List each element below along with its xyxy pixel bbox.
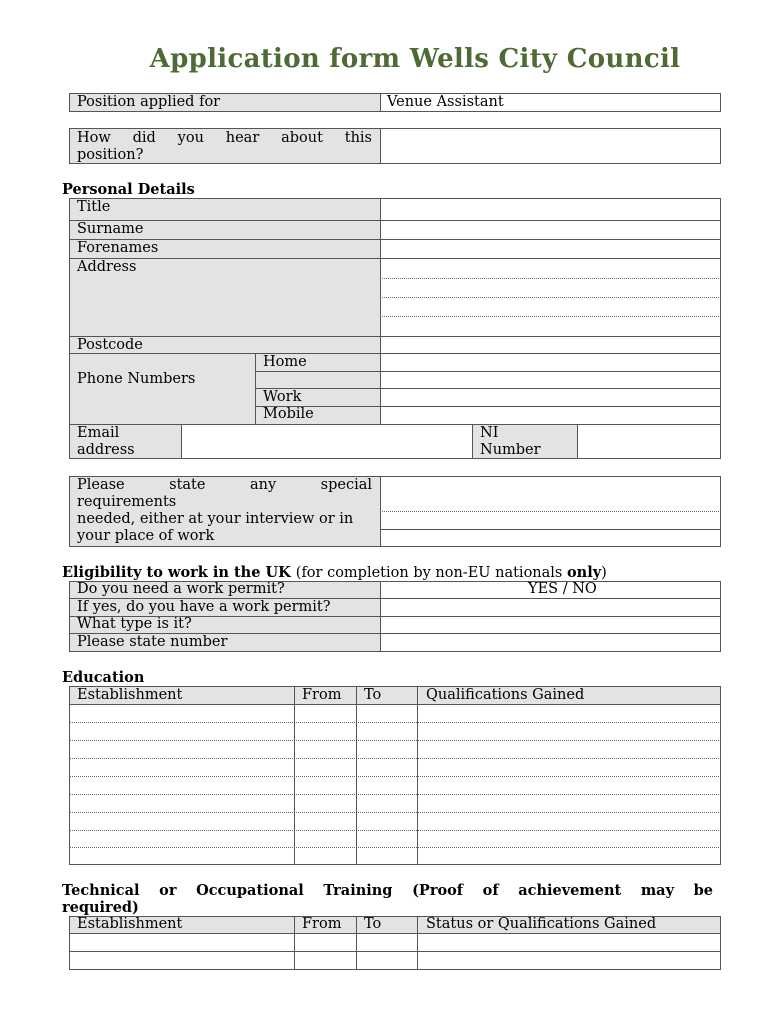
education-row-line (69, 758, 721, 759)
row-divider (380, 529, 721, 530)
education-col-qualifications: Qualifications Gained (426, 687, 585, 703)
hear-label-line1: How did you hear about this (77, 130, 372, 146)
education-row-line (69, 740, 721, 741)
ni-number-field[interactable] (577, 424, 721, 459)
training-col-to: To (364, 916, 382, 932)
email-label-line2: address (77, 442, 135, 458)
training-col-from: From (302, 916, 342, 932)
eligibility-note-bold: only (566, 564, 602, 581)
education-col-from: From (302, 687, 342, 703)
hear-label-line2: position? (77, 147, 144, 163)
row-divider (255, 388, 721, 389)
address-dotted-line (380, 278, 721, 279)
work-phone-label: Work (263, 389, 302, 405)
title-label: Title (77, 199, 111, 215)
education-row-line (69, 847, 721, 848)
ni-label-line1: NI (480, 425, 499, 441)
eligibility-heading (62, 564, 607, 582)
email-label-line1: Email (77, 425, 120, 441)
special-label-line1: Please state any special (77, 477, 372, 493)
phone-divider (255, 353, 256, 425)
work-permit-yes-no[interactable]: YES / NO (528, 581, 597, 597)
postcode-label: Postcode (77, 337, 143, 353)
page-title: Application form Wells City Council (149, 44, 681, 74)
surname-label: Surname (77, 221, 144, 237)
ni-label-line2: Number (480, 442, 541, 458)
work-permit-question: Do you need a work permit? (77, 581, 285, 597)
address-dotted-line (380, 297, 721, 298)
special-label-line4: your place of work (77, 528, 215, 544)
row-divider (69, 239, 721, 240)
training-col-establishment: Establishment (77, 916, 183, 932)
training-heading-line2: required) (62, 899, 139, 916)
education-heading: Education (62, 669, 145, 686)
phone-numbers-label: Phone Numbers (77, 371, 196, 387)
home-phone-label: Home (263, 354, 307, 370)
education-row-line (69, 812, 721, 813)
personal-value-column (380, 198, 721, 425)
row-divider (69, 951, 721, 952)
email-field[interactable] (181, 424, 473, 459)
position-value: Venue Assistant (387, 94, 504, 110)
row-divider (69, 353, 721, 354)
eligibility-note-pre: (for completion by non-EU nationals (295, 565, 567, 581)
education-row-line (69, 830, 721, 831)
permit-type-question: What type is it? (77, 616, 192, 632)
education-col-establishment: Establishment (77, 687, 183, 703)
column-divider (417, 916, 418, 970)
hear-answer-field[interactable] (380, 128, 721, 164)
special-label-line2: requirements (77, 494, 177, 510)
special-label-line3: needed, either at your interview or in (77, 511, 354, 527)
address-label: Address (77, 259, 137, 275)
eligibility-note-post: ) (601, 565, 607, 581)
education-row-line (69, 776, 721, 777)
special-dotted-line (380, 511, 721, 512)
training-col-status: Status or Qualifications Gained (426, 916, 657, 932)
column-divider (356, 916, 357, 970)
row-divider (255, 406, 721, 407)
row-divider (69, 258, 721, 259)
permit-number-question: Please state number (77, 634, 228, 650)
education-row-line (69, 722, 721, 723)
training-heading-line1: Technical or Occupational Training (Proof of achievement may be (62, 882, 713, 899)
row-divider (69, 336, 721, 337)
education-row-line (69, 794, 721, 795)
position-label: Position applied for (77, 94, 221, 110)
column-divider (294, 916, 295, 970)
address-dotted-line (380, 316, 721, 317)
personal-details-heading: Personal Details (62, 181, 195, 198)
eligibility-title: Eligibility to work in the UK (62, 564, 291, 581)
education-col-to: To (364, 687, 382, 703)
forenames-label: Forenames (77, 240, 159, 256)
have-permit-question: If yes, do you have a work permit? (77, 599, 331, 615)
row-divider (255, 371, 721, 372)
row-divider (69, 220, 721, 221)
mobile-phone-label: Mobile (263, 406, 314, 422)
